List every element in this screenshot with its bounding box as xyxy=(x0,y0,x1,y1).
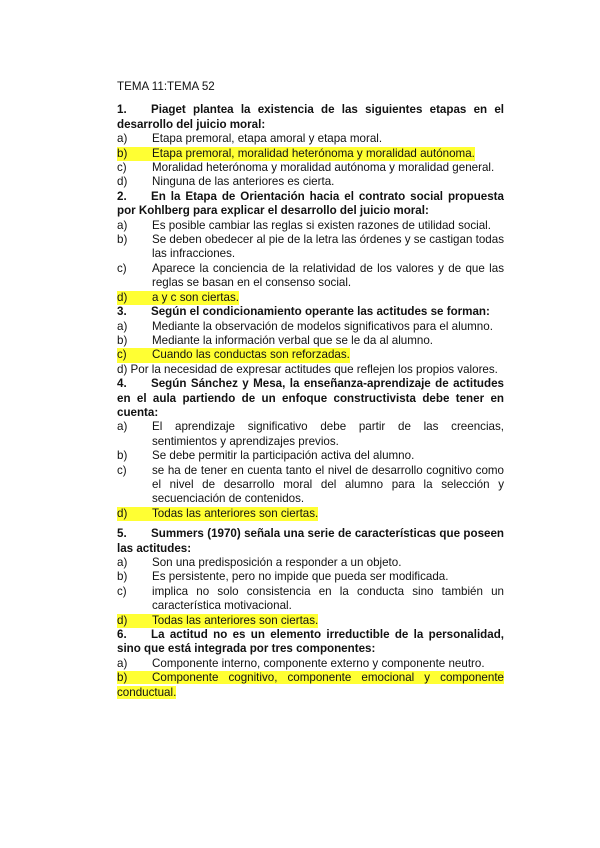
document-title: TEMA 11:TEMA 52 xyxy=(117,80,215,93)
option-text: Todas las anteriores son ciertas. xyxy=(152,506,319,520)
option-letter: d) xyxy=(117,290,128,304)
option-letter: a) xyxy=(117,420,128,434)
option-4c xyxy=(117,464,504,507)
option-text: Mediante la observación de modelos significativos para el alumno. xyxy=(152,319,493,333)
option-letter: b) xyxy=(117,333,128,347)
option-4d-correct xyxy=(117,507,504,521)
option-letter: a) xyxy=(117,218,128,232)
option-letter: c) xyxy=(117,348,127,362)
option-letter: c) xyxy=(117,463,127,477)
option-letter: b) xyxy=(117,671,128,685)
option-letter: d) xyxy=(117,175,128,189)
option-2c xyxy=(117,262,504,291)
option-text: Es posible cambiar las reglas si existen razones de utilidad social. xyxy=(152,218,491,232)
question-6 xyxy=(117,628,504,657)
option-letter: a) xyxy=(117,556,128,569)
option-4b xyxy=(117,449,504,463)
option-5a xyxy=(117,556,504,570)
question-text: La actitud no es un elemento irreductible de la personalidad, sino que está integrada por tres componentes: xyxy=(117,628,504,656)
question-4 xyxy=(117,377,504,420)
question-text: Summers (1970) señala una serie de características que poseen las actitudes: xyxy=(117,527,504,555)
question-number: 6. xyxy=(117,628,127,642)
option-text: Son una predisposición a responder a un objeto. xyxy=(152,556,402,569)
option-text: Todas las anteriores son ciertas. xyxy=(152,613,319,627)
option-3a xyxy=(117,320,504,334)
option-text: se ha de tener en cuenta tanto el nivel de desarrollo cognitivo como el nivel de desarrollo moral del alumno para la selección y secuenciación de contenidos. xyxy=(152,463,504,506)
option-3c-correct xyxy=(117,348,504,362)
option-text: Moralidad heterónoma y moralidad autónoma y moralidad general. xyxy=(152,161,495,175)
option-1c xyxy=(117,161,504,175)
question-text: En la Etapa de Orientación hacia el contrato social propuesta por Kohlberg para explicar el desarrollo del juicio moral: xyxy=(117,189,504,218)
question-1 xyxy=(117,103,504,132)
option-6b-correct xyxy=(117,671,504,700)
option-letter: b) xyxy=(117,146,128,160)
question-text: Piaget plantea la existencia de las siguientes etapas en el desarrollo del juicio moral: xyxy=(117,103,504,131)
option-text: Es persistente, pero no impide que pueda ser modificada. xyxy=(152,570,449,584)
question-number: 3. xyxy=(117,305,127,319)
option-5c xyxy=(117,585,504,614)
question-2 xyxy=(117,190,504,219)
option-letter: a) xyxy=(117,319,128,333)
question-number: 4. xyxy=(117,377,127,391)
option-text: Etapa premoral, moralidad heterónoma y moralidad autónoma. xyxy=(152,146,475,160)
question-text: Según el condicionamiento operante las actitudes se forman: xyxy=(151,305,490,319)
option-5b xyxy=(117,570,504,584)
option-3d xyxy=(117,363,504,377)
option-text: Ninguna de las anteriores es cierta. xyxy=(152,175,335,189)
option-text: Etapa premoral, etapa amoral y etapa moral. xyxy=(152,132,383,146)
document-content xyxy=(117,80,504,700)
option-3b xyxy=(117,334,504,348)
option-text: Se deben obedecer al pie de la letra las órdenes y se castigan todas las infracciones. xyxy=(152,233,504,261)
option-4a xyxy=(117,420,504,449)
option-text: implica no solo consistencia en la conducta sino también un característica motivacional. xyxy=(152,584,504,613)
option-6a xyxy=(117,657,504,671)
option-2d-correct xyxy=(117,291,504,305)
option-text: Cuando las conductas son reforzadas. xyxy=(152,348,350,362)
option-1b-correct xyxy=(117,147,504,161)
option-letter: a) xyxy=(117,656,128,670)
question-3 xyxy=(117,305,504,319)
option-text: Aparece la conciencia de la relatividad de los valores y de que las reglas se basan en el consenso social. xyxy=(152,261,504,290)
option-letter: d) xyxy=(117,506,128,520)
option-text: Componente interno, componente externo y componente neutro. xyxy=(152,656,485,670)
option-letter: d) xyxy=(117,613,128,627)
question-number: 5. xyxy=(117,527,127,541)
option-1a xyxy=(117,132,504,146)
option-text: a y c son ciertas. xyxy=(152,290,239,304)
option-letter: a) xyxy=(117,132,128,146)
option-letter: d) xyxy=(117,362,128,376)
option-letter: c) xyxy=(117,261,127,275)
question-text: Según Sánchez y Mesa, la enseñanza-aprendizaje de actitudes en el aula partiendo de un enfoque constructivista debe tener en cuenta: xyxy=(117,377,504,419)
question-5 xyxy=(117,527,504,556)
option-letter: b) xyxy=(117,449,128,463)
option-text: Por la necesidad de expresar actitudes que reflejen los propios valores. xyxy=(130,362,498,376)
option-letter: c) xyxy=(117,584,127,598)
option-text: Mediante la información verbal que se le da al alumno. xyxy=(152,333,433,347)
option-text: Componente cognitivo, componente emocional y componente conductual. xyxy=(117,671,504,699)
option-5d-correct xyxy=(117,614,504,628)
question-number: 2. xyxy=(117,189,127,203)
option-letter: c) xyxy=(117,161,127,175)
option-text: El aprendizaje significativo debe partir de las creencias, sentimientos y aprendizajes previos. xyxy=(152,420,504,448)
option-text: Se debe permitir la participación activa del alumno. xyxy=(152,449,415,463)
option-letter: b) xyxy=(117,570,128,584)
question-number: 1. xyxy=(117,103,127,117)
option-letter: b) xyxy=(117,233,128,247)
option-2a xyxy=(117,219,504,233)
option-2b xyxy=(117,233,504,262)
option-1d xyxy=(117,175,504,189)
